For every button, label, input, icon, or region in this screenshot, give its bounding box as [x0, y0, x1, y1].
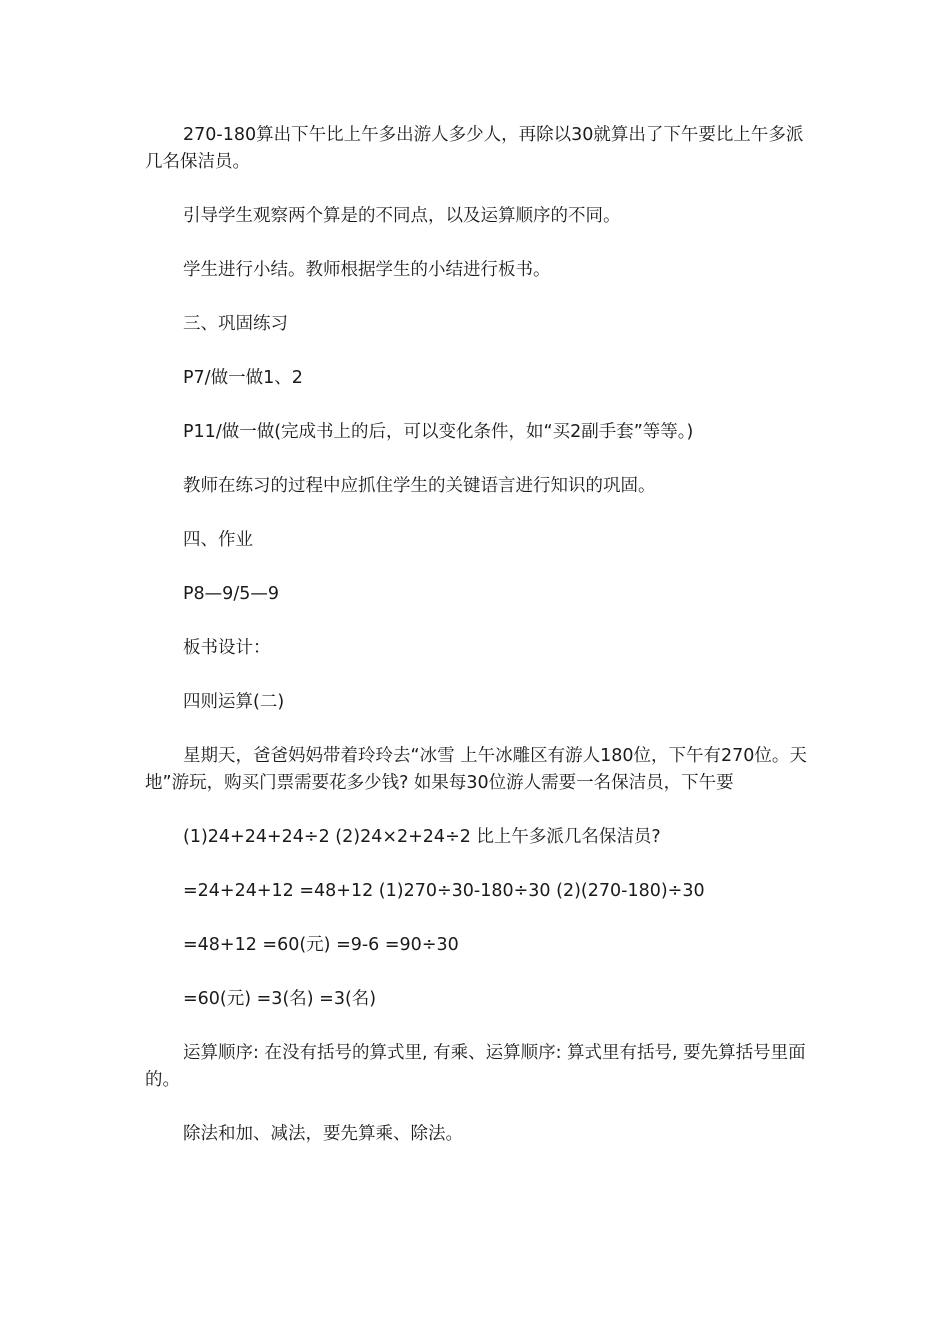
paragraph-13: (1)24+24+24÷2 (2)24×2+24÷2 比上午多派几名保洁员? [183, 827, 661, 847]
section-heading-practice: 三、巩固练习 [183, 314, 288, 334]
paragraph-12: 星期天，爸爸妈妈带着玲玲去“冰雪 上午冰雕区有游人180位，下午有270位。天地”游玩，购买门票需要花多少钱? 如果每30位游人需要一名保洁员，下午要 [145, 746, 807, 793]
paragraph-6: P11/做一做(完成书上的后，可以变化条件，如“买2副手套”等等。) [183, 422, 694, 442]
paragraph-14: =24+24+12 =48+12 (1)270÷30-180÷30 (2)(270-180)÷30 [183, 881, 705, 901]
paragraph-16: =60(元) =3(名) =3(名) [183, 989, 377, 1009]
paragraph-10: 板书设计： [183, 638, 271, 658]
paragraph-5: P7/做一做1、2 [183, 368, 303, 388]
document-page [145, 122, 810, 1175]
paragraph-11: 四则运算(二) [183, 692, 285, 712]
paragraph-3: 学生进行小结。教师根据学生的小结进行板书。 [183, 260, 551, 280]
paragraph-9: P8—9/5—9 [183, 584, 279, 604]
paragraph-2: 引导学生观察两个算是的不同点，以及运算顺序的不同。 [183, 206, 621, 226]
paragraph-18: 除法和加、减法，要先算乘、除法。 [183, 1124, 463, 1144]
paragraph-1: 270-180算出下午比上午多出游人多少人，再除以30就算出了下午要比上午多派几名保洁员。 [145, 125, 804, 172]
paragraph-7: 教师在练习的过程中应抓住学生的关键语言进行知识的巩固。 [183, 476, 656, 496]
paragraph-15: =48+12 =60(元) =9-6 =90÷30 [183, 935, 459, 955]
section-heading-homework: 四、作业 [183, 530, 253, 550]
paragraph-17: 运算顺序: 在没有括号的算式里, 有乘、运算顺序: 算式里有括号, 要先算括号里面的。 [145, 1043, 806, 1090]
